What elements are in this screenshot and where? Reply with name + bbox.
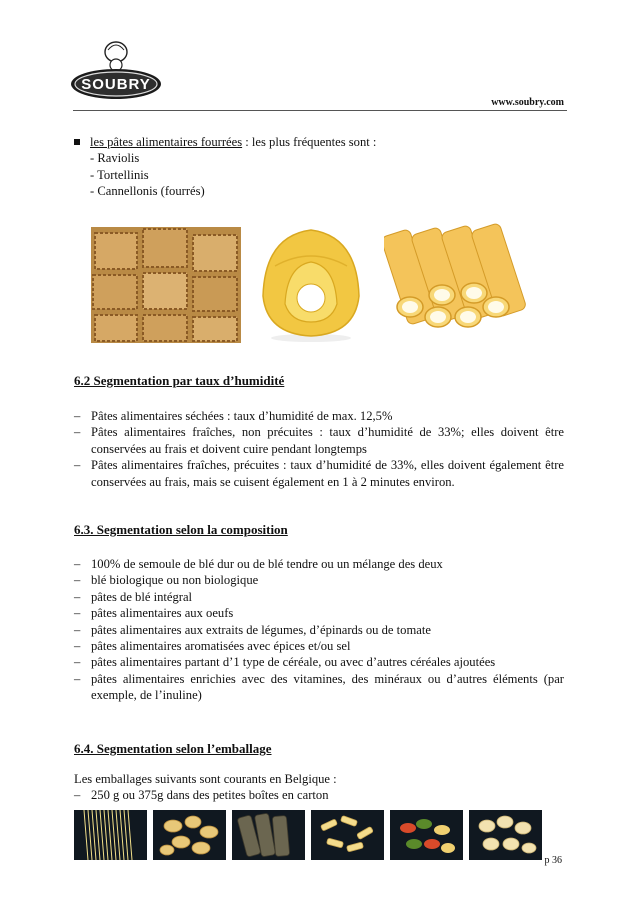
ravioli-photo <box>91 227 241 343</box>
list-item: – Pâtes alimentaires fraîches, précuites : taux d’humidité de 33%, elles doivent également être conservées au frais, mais se cuisent également en 1 à 2 minutes environ. <box>74 458 564 489</box>
fusilli-photo <box>153 810 226 860</box>
list-item: – blé biologique ou non biologique <box>74 573 259 588</box>
list-item: – Pâtes alimentaires fraîches, non précuites : taux d’humidité de 33%; elles doivent être conservées au frais et doivent cuire pendant longtemps <box>74 425 564 456</box>
list-item: – pâtes de blé intégral <box>74 589 193 604</box>
list-item: – pâtes alimentaires enrichies avec des vitamines, des minéraux ou d’autres éléments (par exemple, de l’inuline) <box>74 671 564 703</box>
list-item: – 100% de semoule de blé dur ou de blé tendre ou un mélange des deux <box>74 557 443 571</box>
page-number: p 36 <box>544 855 562 866</box>
spaghetti-photo <box>74 810 147 860</box>
list-item: - Raviolis <box>90 151 140 166</box>
list-item: – pâtes alimentaires partant d’1 type de céréale, ou avec d’autres céréales ajoutées <box>74 655 496 670</box>
section-6-4-intro: Les emballages suivants sont courants en Belgique : <box>74 772 337 786</box>
intro-lead-rest: : les plus fréquentes sont : <box>242 135 377 149</box>
penne-photo <box>311 810 384 860</box>
list-item: – Pâtes alimentaires séchées : taux d’humidité de max. 12,5% <box>74 409 393 423</box>
soubry-logo <box>68 38 164 108</box>
intro-lead-underlined: les pâtes alimentaires fourrées <box>90 135 243 149</box>
section-6-3-heading: 6.3. Segmentation selon la composition <box>74 522 288 537</box>
intro-lead <box>90 134 560 150</box>
list-item: - Tortellinis <box>90 167 149 182</box>
list-item: – pâtes alimentaires aux oeufs <box>74 606 234 621</box>
list-item: - Cannellonis (fourrés) <box>90 184 205 199</box>
section-6-4-body <box>74 771 564 804</box>
conchiglie-photo <box>469 810 542 860</box>
section-6-2-heading: 6.2 Segmentation par taux d’humidité <box>74 373 285 388</box>
list-item: – pâtes alimentaires aux extraits de légumes, d’épinards ou de tomate <box>74 622 431 637</box>
header-divider <box>73 110 567 111</box>
square-bullet-icon <box>74 139 80 145</box>
section-6-4-heading: 6.4. Segmentation selon l’emballage <box>74 741 272 756</box>
list-item: – pâtes alimentaires aromatisées avec épices et/ou sel <box>74 639 351 654</box>
tortellini-photo <box>255 226 367 342</box>
cannelloni-photo <box>384 221 550 345</box>
tricolore-pasta-photo <box>390 810 463 860</box>
list-item: – 250 g ou 375g dans des petites boîtes en carton <box>74 788 329 803</box>
website-url: www.soubry.com <box>491 97 564 108</box>
logo-wordmark: SOUBRY <box>81 76 151 93</box>
section-6-2-list <box>74 408 564 490</box>
whole-wheat-pasta-photo <box>232 810 305 860</box>
section-6-3-list <box>74 556 564 704</box>
intro-block <box>90 134 560 200</box>
